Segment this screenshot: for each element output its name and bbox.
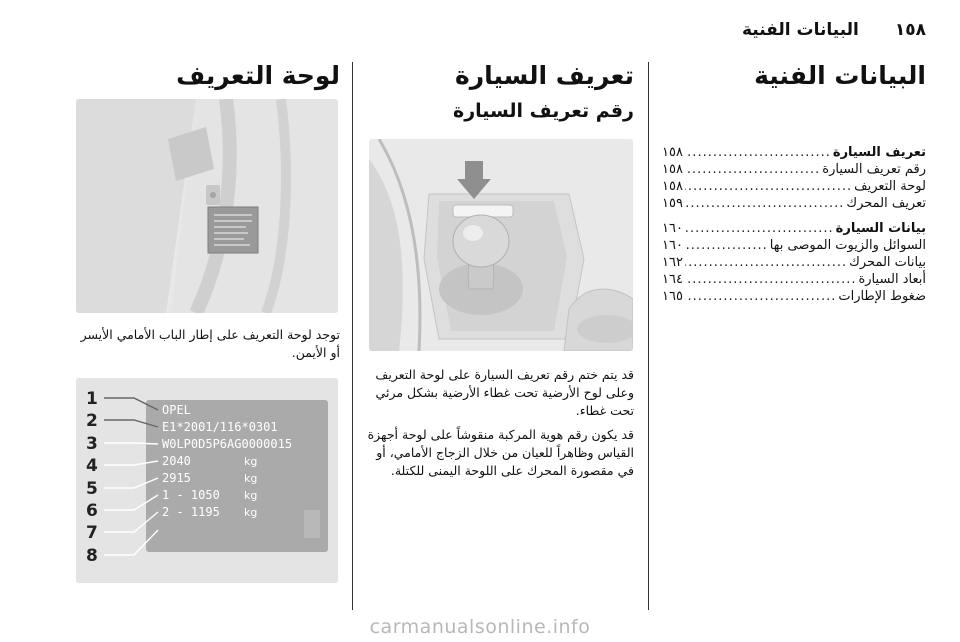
toc-entry[interactable]: [662, 254, 926, 271]
toc-entry-page: ١٥٨: [662, 179, 683, 194]
toc-entry-page: ١٦٥: [662, 289, 683, 304]
gear-shift-drawing: [369, 139, 633, 351]
plate-line-text: 2040: [162, 454, 191, 468]
vin-paragraph-1: قد يتم ختم رقم تعريف السيارة على لوحة التعريف وعلى لوح الأرضية تحت غطاء الأرضية بشكل مرئي تحت غطاء.: [375, 367, 634, 418]
toc-entry-page: ١٦٤: [662, 272, 683, 287]
toc-entry-label: رقم تعريف السيارة: [822, 162, 926, 177]
toc-entry[interactable]: [662, 271, 926, 288]
toc-leader-dots: [685, 271, 857, 288]
callout-number: 7: [86, 523, 98, 543]
watermark: carmanualsonline.info: [369, 616, 591, 638]
toc-gap: [662, 212, 926, 220]
plate-line-text: 2915: [162, 471, 191, 485]
toc-entry[interactable]: [662, 178, 926, 195]
plate-line-text: 2 - 1195: [162, 505, 220, 519]
toc-leader-dots: [685, 144, 831, 161]
column-divider-left: [352, 62, 353, 610]
id-plate-diagram: [76, 378, 338, 583]
toc-entry-label: ضغوط الإطارات: [838, 289, 926, 304]
plate-caption: توجد لوحة التعريف على إطار الباب الأمامي الأيسر أو الأيمن.: [80, 327, 340, 360]
toc-list: [662, 144, 926, 305]
toc-entry[interactable]: [662, 237, 926, 254]
toc-leader-dots: [685, 178, 852, 195]
door-frame-drawing: [76, 99, 338, 313]
callout-number: 4: [86, 456, 98, 476]
id-plate-drawing: [76, 378, 338, 583]
toc-leader-dots: [685, 254, 847, 271]
callout-number: 2: [86, 411, 98, 431]
toc-entry-page: ١٥٩: [662, 196, 683, 211]
plate-unit-text: kg: [244, 472, 258, 485]
vin-paragraph-2: قد يكون رقم هوية المركبة منقوشاً على لوحة أجهزة القياس وظاهراً للعيان من خلال الزجاج الأمامي، أو في مقصورة المحرك على اللوحة اليمنى للكتلة.: [367, 427, 634, 478]
plate-unit-text: kg: [244, 489, 258, 502]
toc-entry-label: لوحة التعريف: [854, 179, 926, 194]
callout-number: 3: [86, 434, 98, 454]
toc-entry-page: ١٦٢: [662, 255, 683, 270]
plate-caption-wrap: [74, 326, 340, 362]
toc-entry[interactable]: [662, 220, 926, 237]
toc-entry[interactable]: [662, 161, 926, 178]
toc-entry-label: أبعاد السيارة: [858, 272, 926, 287]
toc-entry-page: ١٥٨: [662, 162, 683, 177]
plate-line-text: 1 - 1050: [162, 488, 220, 502]
callout-number: 8: [86, 546, 98, 566]
toc-column: [662, 60, 926, 305]
plate-section-title: لوحة التعريف: [176, 61, 340, 90]
vin-subtitle: رقم تعريف السيارة: [453, 100, 634, 122]
door-frame-illustration: [76, 99, 338, 313]
toc-entry-page: ١٦٠: [662, 221, 683, 236]
toc-entry-label: السوائل والزيوت الموصى بها: [769, 238, 926, 253]
vin-text: [366, 366, 634, 480]
toc-entry-label: تعريف المحرك: [846, 196, 926, 211]
callout-number: 6: [86, 501, 98, 521]
vin-column: [366, 60, 634, 124]
plate-unit-text: kg: [244, 506, 258, 519]
vin-section-title: تعريف السيارة: [454, 61, 634, 90]
plate-unit-text: kg: [244, 455, 258, 468]
toc-entry[interactable]: [662, 144, 926, 161]
toc-leader-dots: [685, 288, 836, 305]
toc-title: البيانات الفنية: [754, 61, 926, 90]
page-header: [34, 20, 926, 46]
toc-entry[interactable]: [662, 195, 926, 212]
toc-entry-page: ١٥٨: [662, 145, 683, 160]
gear-shift-illustration: [369, 139, 633, 351]
plate-line-text: W0LP0D5P6AG0000015: [162, 437, 293, 451]
toc-entry-label: بيانات السيارة: [835, 221, 926, 236]
toc-leader-dots: [685, 195, 844, 212]
column-divider-right: [648, 62, 649, 610]
plate-line-text: E1*2001/116*0301: [162, 420, 278, 434]
toc-entry-page: ١٦٠: [662, 238, 683, 253]
toc-leader-dots: [685, 220, 834, 237]
page-number: ١٥٨: [894, 20, 926, 40]
toc-entry-label: بيانات المحرك: [849, 255, 926, 270]
toc-leader-dots: [685, 237, 768, 254]
callout-number: 5: [86, 479, 98, 499]
toc-entry-label: تعريف السيارة: [832, 145, 926, 160]
toc-leader-dots: [685, 161, 820, 178]
callout-number: 1: [86, 389, 98, 409]
plate-column: [74, 60, 340, 92]
plate-line-text: OPEL: [162, 403, 191, 417]
running-title: البيانات الفنية: [741, 20, 859, 40]
toc-entry[interactable]: [662, 288, 926, 305]
